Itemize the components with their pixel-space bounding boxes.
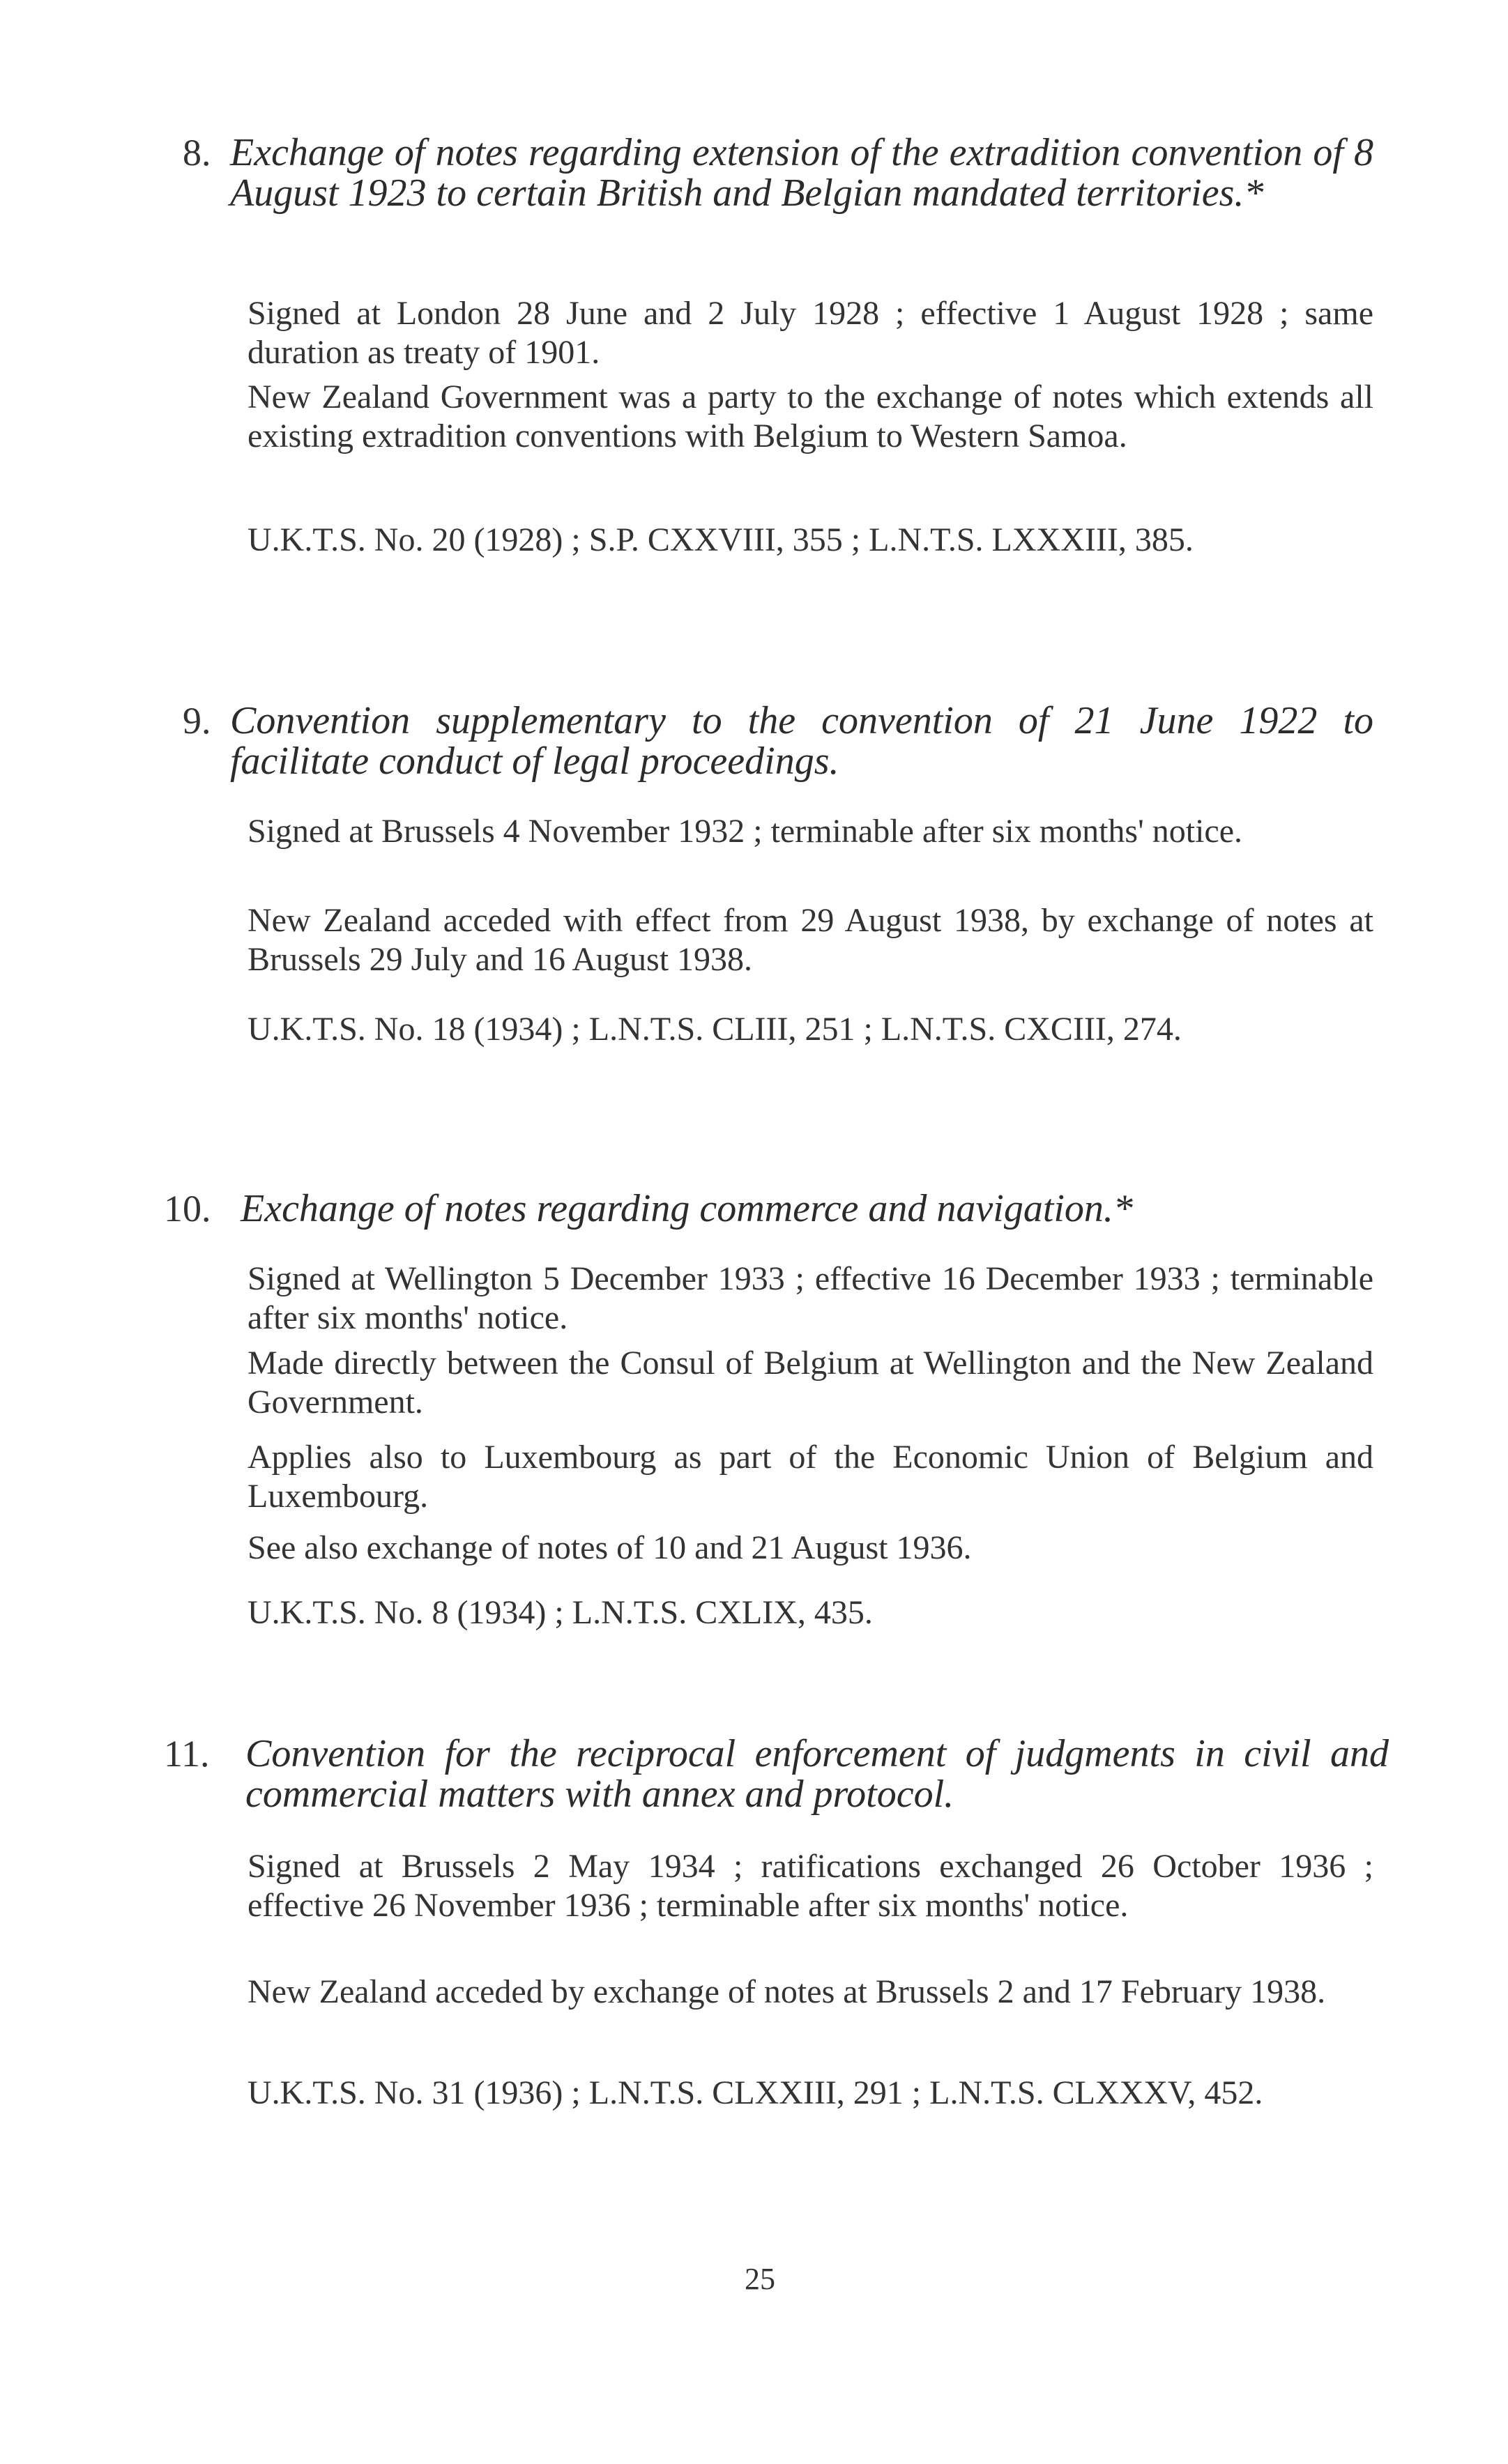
page-number: 25 bbox=[745, 2262, 775, 2296]
entry-paragraph: Signed at Brussels 2 May 1934 ; ratifications exchanged 26 October 1936 ; effective 26 November 1936 ; terminable after six months' notice. bbox=[247, 1848, 1373, 1924]
entry-number: 8. bbox=[183, 132, 211, 174]
entry-paragraph: Signed at London 28 June and 2 July 1928 ; effective 1 August 1928 ; same duration as treaty of 1901. bbox=[247, 295, 1373, 371]
entry-paragraph: Signed at Brussels 4 November 1932 ; terminable after six months' notice. bbox=[247, 813, 1243, 850]
entry-number: 9. bbox=[183, 700, 211, 742]
entry-paragraph: Applies also to Luxembourg as part of the Economic Union of Belgium and Luxembourg. bbox=[247, 1439, 1373, 1515]
entry-paragraph: Signed at Wellington 5 December 1933 ; effective 16 December 1933 ; terminable after six months' notice. bbox=[247, 1260, 1373, 1336]
entry-number: 11. bbox=[164, 1733, 210, 1775]
entry-citation: U.K.T.S. No. 8 (1934) ; L.N.T.S. CXLIX, 435. bbox=[247, 1594, 873, 1631]
entry-paragraph: New Zealand Government was a party to the exchange of notes which extends all existing extradition conventions with Belgium to Western Samoa. bbox=[247, 378, 1373, 454]
entry-paragraph: Made directly between the Consul of Belgium at Wellington and the New Zealand Government. bbox=[247, 1345, 1373, 1421]
entry-title: Exchange of notes regarding commerce and navigation.* bbox=[241, 1187, 1133, 1230]
entry-paragraph: New Zealand acceded by exchange of notes at Brussels 2 and 17 February 1938. bbox=[247, 1973, 1326, 2010]
entry-paragraph: See also exchange of notes of 10 and 21 August 1936. bbox=[247, 1529, 972, 1566]
entry-citation: U.K.T.S. No. 31 (1936) ; L.N.T.S. CLXXIII, 291 ; L.N.T.S. CLXXXV, 452. bbox=[247, 2074, 1263, 2111]
entry-title: Convention for the reciprocal enforcement of judgments in civil and commercial matters with annex and protocol. bbox=[245, 1732, 1389, 1816]
entry-number: 10. bbox=[164, 1188, 211, 1230]
entry-title: Convention supplementary to the convention of 21 June 1922 to facilitate conduct of legal proceedings. bbox=[230, 699, 1373, 783]
entry-paragraph: New Zealand acceded with effect from 29 August 1938, by exchange of notes at Brussels 29 July and 16 August 1938. bbox=[247, 902, 1373, 978]
entry-title: Exchange of notes regarding extension of the extradition convention of 8 August 1923 to certain British and Belgian mandated territories.* bbox=[230, 131, 1373, 215]
entry-citation: U.K.T.S. No. 18 (1934) ; L.N.T.S. CLIII, 251 ; L.N.T.S. CXCIII, 274. bbox=[247, 1011, 1182, 1048]
entry-citation: U.K.T.S. No. 20 (1928) ; S.P. CXXVIII, 355 ; L.N.T.S. LXXXIII, 385. bbox=[247, 521, 1194, 558]
